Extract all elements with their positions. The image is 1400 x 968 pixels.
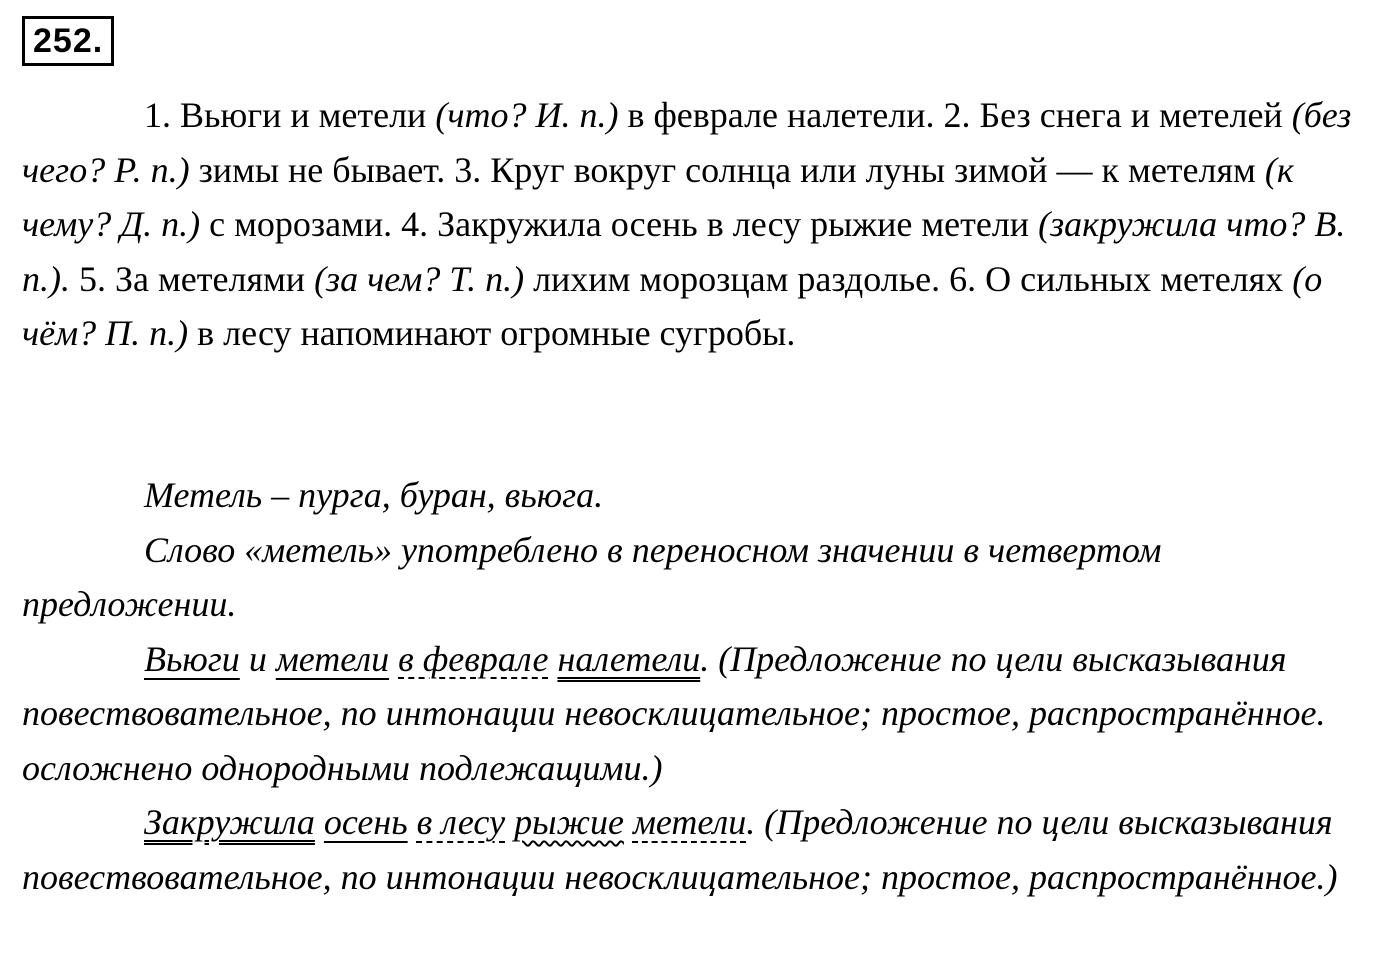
text-run (624, 802, 633, 842)
exercise-text (22, 88, 1362, 361)
text-run: зимы не бывает. 3. Круг вокруг солнца или луны зимой — к метелям (189, 149, 1265, 190)
text-run: в лесу напоминают огромные сугробы. (188, 313, 796, 353)
text-run: лихим морозцам раздолье. 6. О сильных метелях (524, 258, 1293, 299)
text-run (408, 802, 417, 842)
text-run: с морозами. 4. Закружила осень в лесу рыжие метели (200, 204, 1039, 244)
text-run (315, 802, 324, 842)
parse-description: . (Предложение по цели высказывания повествовательное, по интонации невосклицательное; простое, распространённое.) (22, 802, 1338, 897)
synonyms-line: Метель – пурга, буран, вьюга. (144, 475, 604, 515)
case-question: (закружила что? В. п.). (22, 204, 1346, 299)
predicate-word: Закружила (144, 802, 315, 842)
case-question: (за чем? Т. п.) (314, 258, 525, 299)
case-question: (о чём? П. п.) (22, 258, 1323, 353)
text-run (505, 802, 514, 842)
case-question: (без чего? Р. п.) (22, 95, 1352, 190)
attribute-word: рыжие (514, 802, 624, 842)
subject-word: Вьюги (144, 638, 240, 679)
sentence-parse-2 (22, 795, 1362, 904)
sentence-parse-1 (22, 632, 1362, 796)
case-question: (что? И. п.) (435, 95, 619, 135)
object-word: метели (632, 802, 747, 842)
exercise-paragraph (22, 88, 1362, 361)
predicate-word: налетели (557, 638, 701, 679)
adverbial-word: в феврале (398, 638, 549, 679)
subject-word: метели (275, 638, 390, 679)
adverbial-word: в лесу (416, 802, 506, 842)
text-run (389, 639, 398, 679)
text-run: 1. Вьюги и метели (144, 95, 436, 135)
figurative-meaning-line: Слово «метель» употреблено в переносном значении в четвертом предложении. (22, 529, 1162, 624)
text-run: 5. За метелями (70, 258, 315, 299)
exercise-number: 252. (22, 16, 114, 66)
case-question: (к чему? Д. п.) (22, 149, 1294, 244)
text-run: в феврале налетели. 2. Без снега и метелей (618, 95, 1292, 135)
analysis-section (22, 468, 1362, 904)
parse-description: . (Предложение по цели высказывания повествовательное, по интонации невосклицательное; простое, распространённое. осложнено однородными подлежащими.) (22, 638, 1326, 788)
subject-word: осень (323, 802, 408, 842)
text-run: и (239, 638, 276, 679)
